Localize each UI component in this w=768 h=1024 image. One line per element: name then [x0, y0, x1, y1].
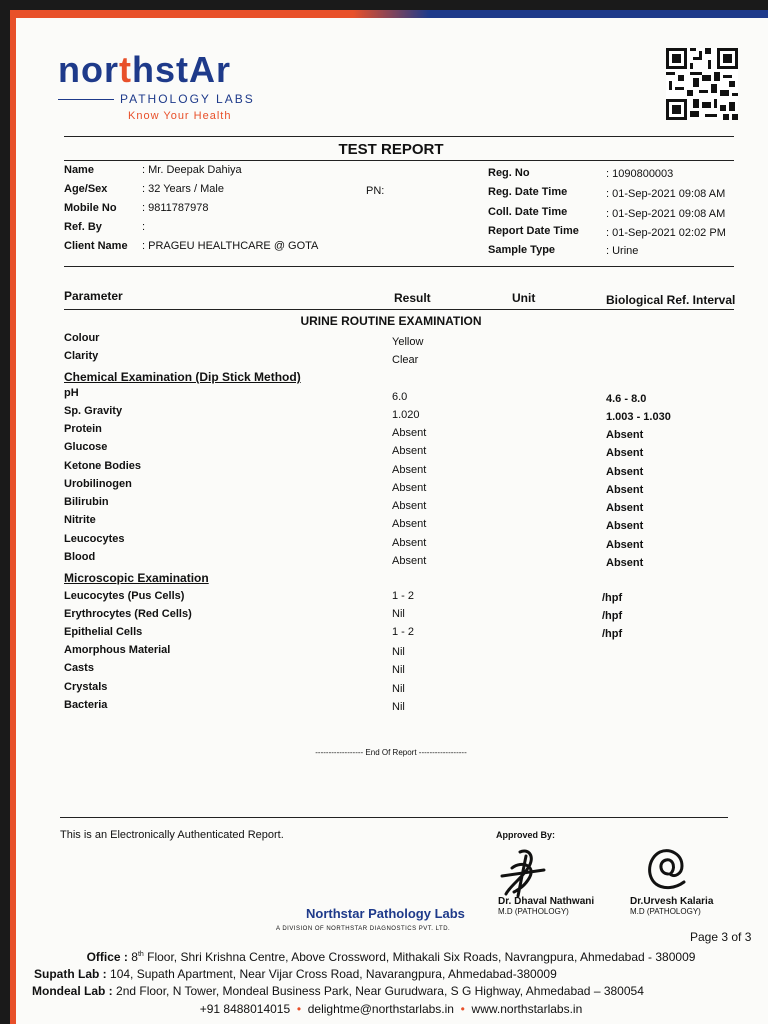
bullet-icon: •	[293, 1002, 305, 1016]
table-row: Colour Yellow	[64, 332, 424, 348]
colldate-label: Coll. Date Time	[488, 206, 568, 218]
end-of-report: ------------------ End Of Report ------------------	[315, 748, 467, 757]
table-row: Bacteria Nil	[64, 699, 405, 713]
table-row: Leucocytes (Pus Cells) 1 - 2 /hpf	[64, 590, 623, 604]
approved-by-label: Approved By:	[496, 830, 556, 840]
report-page	[10, 10, 768, 1024]
col-header-unit: Unit	[512, 291, 536, 305]
table-row: Bilirubin Absent Absent	[64, 496, 644, 514]
mobile-label: Mobile No	[64, 202, 117, 214]
table-row: Ketone Bodies Absent Absent	[64, 460, 644, 478]
client-name: : PRAGEU HEALTHCARE @ GOTA	[142, 240, 319, 252]
table-row: Amorphous Material Nil	[64, 644, 405, 658]
table-row: Urobilinogen Absent Absent	[64, 478, 644, 496]
contact-line	[10, 1002, 768, 1016]
patient-agesex: : 32 Years / Male	[142, 183, 224, 195]
contact-website[interactable]: www.northstarlabs.in	[471, 1002, 583, 1016]
pn-label: PN:	[366, 185, 385, 197]
colldate-value: : 01-Sep-2021 09:08 AM	[606, 208, 726, 220]
table-row: Sp. Gravity 1.020 1.003 - 1.030	[64, 405, 671, 423]
table-row: Crystals Nil	[64, 681, 405, 695]
info-bottom-rule	[64, 266, 734, 267]
table-row: Glucose Absent Absent	[64, 441, 644, 459]
doctor-2-degree: M.D (PATHOLOGY)	[630, 907, 701, 916]
microscopic-heading: Microscopic Examination	[64, 571, 209, 585]
contact-email[interactable]: delightme@northstarlabs.in	[307, 1002, 454, 1016]
title-top-rule	[64, 136, 734, 137]
qr-code-icon	[666, 48, 738, 120]
chemical-heading: Chemical Examination (Dip Stick Method)	[64, 370, 301, 384]
table-row: Clarity Clear	[64, 350, 419, 366]
section-title: URINE ROUTINE EXAMINATION	[300, 314, 482, 328]
page-number: Page 3 of 3	[690, 930, 752, 944]
contact-phone: +91 8488014015	[199, 1002, 291, 1016]
regdate-label: Reg. Date Time	[488, 186, 568, 198]
report-title: TEST REPORT	[338, 141, 444, 158]
table-row: Blood Absent Absent	[64, 551, 644, 569]
doctor-1-degree: M.D (PATHOLOGY)	[498, 907, 569, 916]
repdate-value: : 01-Sep-2021 02:02 PM	[606, 227, 726, 239]
col-header-parameter: Parameter	[64, 289, 123, 303]
logo-tagline: Know Your Health	[128, 110, 232, 122]
client-label: Client Name	[64, 240, 128, 252]
patient-name: : Mr. Deepak Dahiya	[142, 164, 242, 176]
doctor-1-name: Dr. Dhaval Nathwani	[498, 896, 595, 907]
mondeal-address: Mondeal Lab : 2nd Floor, N Tower, Mondeal Business Park, Near Gurudwara, S G Highway, Ahmedabad – 380054	[32, 984, 644, 998]
sample-value: : Urine	[606, 245, 639, 257]
table-row: Nitrite Absent Absent	[64, 514, 644, 532]
name-label: Name	[64, 164, 94, 176]
authentication-note: This is an Electronically Authenticated Report.	[60, 829, 284, 841]
logo-subtitle: PATHOLOGY LABS	[120, 92, 255, 106]
table-row: Erythrocytes (Red Cells) Nil /hpf	[64, 608, 623, 622]
title-bottom-rule	[64, 160, 734, 161]
sample-label: Sample Type	[488, 244, 556, 256]
footer-brand: Northstar Pathology Labs	[306, 906, 465, 921]
logo-divider	[58, 99, 114, 100]
table-row: pH 6.0 4.6 - 8.0	[64, 387, 647, 405]
header-rule	[64, 309, 734, 310]
doctor-2-name: Dr.Urvesh Kalaria	[630, 896, 714, 907]
regno-value: : 1090800003	[606, 168, 674, 180]
office-address: Office : 8th Floor, Shri Krishna Centre, Above Crossword, Mithakali Six Roads, Navrangpura, Ahmedabad - 380009	[86, 950, 696, 964]
signature-dhaval-icon	[498, 846, 562, 900]
agesex-label: Age/Sex	[64, 183, 108, 195]
col-header-ref: Biological Ref. Interval	[606, 293, 736, 307]
footer-top-rule	[60, 817, 728, 818]
logo-wordmark: northstAr	[58, 49, 232, 90]
table-row: Epithelial Cells 1 - 2 /hpf	[64, 626, 623, 640]
col-header-result: Result	[394, 291, 431, 305]
signature-urvesh-icon	[640, 844, 696, 894]
footer-division: A DIVISION OF NORTHSTAR DIAGNOSTICS PVT. LTD.	[276, 926, 451, 932]
ref-value: :	[142, 221, 146, 233]
supath-address: Supath Lab : 104, Supath Apartment, Near Vijar Cross Road, Navarangpura, Ahmedabad-380009	[34, 967, 557, 981]
brand-logo	[58, 49, 255, 122]
patient-mobile: : 9811787978	[142, 202, 209, 214]
regdate-value: : 01-Sep-2021 09:08 AM	[606, 188, 726, 200]
table-row: Leucocytes Absent Absent	[64, 533, 644, 551]
ref-label: Ref. By	[64, 221, 102, 233]
bullet-icon: •	[457, 1002, 469, 1016]
table-row: Protein Absent Absent	[64, 423, 644, 441]
repdate-label: Report Date Time	[488, 225, 579, 237]
table-row: Casts Nil	[64, 662, 405, 676]
top-accent-bar	[10, 10, 768, 18]
regno-label: Reg. No	[488, 167, 530, 179]
